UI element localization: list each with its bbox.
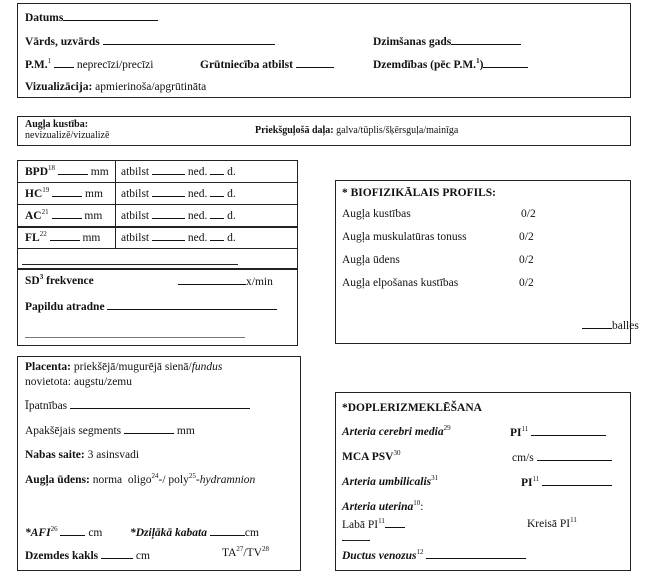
biometry-unit: mm <box>90 166 109 178</box>
extra-finding-label: Papildu atradne <box>25 301 105 313</box>
biometry-row[interactable] <box>25 164 109 179</box>
aut-label: Arteria uterina$^{10}$: <box>342 499 424 513</box>
delivery-field[interactable] <box>373 57 528 72</box>
biophysical-label: Augļa kustības <box>342 208 411 220</box>
movement-options[interactable]: nevizualizē/vizualizē <box>25 130 110 141</box>
biophysical-score[interactable]: 0/2 <box>519 254 534 266</box>
pm-label: P.M. <box>25 59 48 71</box>
name-label: Vārds, uzvārds <box>25 36 100 48</box>
biometry-label: HC <box>25 188 43 200</box>
segment-label: Apakšējais segments <box>25 425 122 437</box>
biophysical-label: Augļa elpošanas kustības <box>342 277 459 289</box>
visualization-label: Vizualizācija: <box>25 81 93 93</box>
days-label: d. <box>227 210 236 222</box>
dv-field[interactable]: Ductus venozus$^{12}$ <box>342 548 526 563</box>
gestational-age-field[interactable] <box>121 164 236 179</box>
biometry-label: FL <box>25 232 40 244</box>
au-pi-field[interactable]: PI$^{11}$ <box>521 475 612 490</box>
pregnancy-label: Grūtniecība atbilst <box>200 59 293 71</box>
days-label: d. <box>227 166 236 178</box>
ta-tv-options[interactable]: TA$^{27}$/TV$^{28}$ <box>222 545 269 559</box>
row-divider <box>17 268 298 270</box>
birth-year-label: Dzimšanas gads <box>373 36 452 48</box>
left-pi-label: Kreisā PI$^{11}$ <box>527 516 577 530</box>
gestational-age-field[interactable] <box>121 230 236 245</box>
match-label: atbilst <box>121 166 150 178</box>
weeks-label: ned. <box>187 232 208 244</box>
pm-sup: 1 <box>47 57 52 65</box>
presenting-label: Priekšguļošā daļa: <box>255 125 334 136</box>
segment-unit: mm <box>176 425 195 437</box>
afi-field[interactable]: *AFI$^{26}$ cm <box>25 525 103 539</box>
weeks-label: ned. <box>187 210 208 222</box>
presenting-part-field[interactable] <box>255 124 458 138</box>
biometry-row[interactable] <box>25 230 100 245</box>
movement-label: Augļa kustība: <box>25 119 89 130</box>
cord-field[interactable]: Nabas saite: 3 asinsvadi <box>25 449 140 461</box>
biophysical-score[interactable]: 0/2 <box>519 231 534 243</box>
features-label: Īpatnības <box>25 400 68 412</box>
mca-field[interactable]: cm/s <box>512 450 612 465</box>
pm-options: neprecīzi/precīzi <box>76 59 154 71</box>
biometry-row[interactable] <box>25 208 102 223</box>
biophysical-score[interactable]: 0/2 <box>521 208 536 220</box>
biophysical-title: * BIOFIZIKĀLAIS PROFILS: <box>342 187 497 199</box>
biometry-unit: mm <box>82 232 101 244</box>
pm-field[interactable] <box>25 57 153 72</box>
sd-field[interactable] <box>178 274 273 289</box>
name-field[interactable] <box>25 34 275 49</box>
biophysical-label: Augļa ūdens <box>342 254 400 266</box>
blank-line[interactable] <box>22 264 238 265</box>
weeks-label: ned. <box>187 166 208 178</box>
delivery-close: ) <box>479 59 484 71</box>
biometry-unit: mm <box>84 210 103 222</box>
au-label: Arteria umbilicalis$^{31}$ <box>342 474 439 488</box>
biometry-label: BPD <box>25 166 48 178</box>
segment-field[interactable] <box>25 423 195 438</box>
total-unit: balles <box>612 320 639 332</box>
placenta-position[interactable]: novietota: augstu/zemu <box>25 376 132 388</box>
row-divider <box>17 182 298 183</box>
delivery-label: Dzemdības (pēc P.M. <box>373 59 477 71</box>
acm-pi-field[interactable]: PI$^{11}$ <box>510 425 606 440</box>
biometry-sup: 18 <box>48 164 55 172</box>
cervix-field[interactable]: Dzemdes kakls cm <box>25 550 150 562</box>
biometry-label: AC <box>25 210 42 222</box>
biophysical-label: Augļa muskulatūras tonuss <box>342 231 467 243</box>
mca-label: MCA PSV$^{30}$ <box>342 449 401 463</box>
delivery-sup: 1 <box>476 57 480 65</box>
biometry-sup: 19 <box>42 186 50 194</box>
row-divider <box>17 204 298 205</box>
match-label: atbilst <box>121 210 150 222</box>
date-label: Datums <box>25 12 64 24</box>
biometry-unit: mm <box>85 188 103 200</box>
gestational-age-field[interactable] <box>121 208 236 223</box>
amniotic-fluid-field[interactable]: Augļa ūdens: norma oligo$^{24}$-/ poly$^{25}$-hydramnion <box>25 472 256 486</box>
deepest-pocket-field[interactable]: *Dziļākā kabata cm <box>130 527 259 539</box>
biometry-sup: 21 <box>41 208 49 216</box>
presenting-options: galva/tūplis/šķērsguļa/mainīga <box>336 125 459 136</box>
biophysical-score[interactable]: 0/2 <box>519 277 534 289</box>
match-label: atbilst <box>121 232 150 244</box>
blank-line[interactable] <box>25 337 245 338</box>
sd-unit: x/min <box>246 276 273 288</box>
row-divider <box>17 248 298 249</box>
extra-finding-field[interactable] <box>25 299 277 314</box>
visualization-field[interactable] <box>25 80 206 94</box>
days-label: d. <box>227 188 236 200</box>
doppler-title: *DOPLERIZMEKLĒŠANA <box>342 402 482 414</box>
biometry-sup: 22 <box>39 230 47 238</box>
acm-label: Arteria cerebri media$^{29}$ <box>342 424 451 438</box>
gestational-age-field[interactable] <box>121 186 236 201</box>
visualization-options: apmierinoša/apgrūtināta <box>95 81 207 93</box>
pregnancy-field[interactable] <box>200 57 334 72</box>
days-label: d. <box>227 232 236 244</box>
placenta-field[interactable]: Placenta: priekšējā/mugurējā sienā/fundus <box>25 361 223 373</box>
match-label: atbilst <box>121 188 150 200</box>
total-score-field[interactable] <box>582 318 639 333</box>
row-divider <box>17 226 298 228</box>
weeks-label: ned. <box>187 188 208 200</box>
birth-year-field[interactable] <box>373 34 521 49</box>
date-field[interactable] <box>25 10 158 25</box>
left-pi-blank[interactable] <box>342 540 370 541</box>
right-pi-field[interactable]: Labā PI$^{11}$ <box>342 517 405 532</box>
biometry-row[interactable] <box>25 186 103 201</box>
sd-label: $SD^3$ frekvence <box>25 273 94 287</box>
features-field[interactable] <box>25 398 250 413</box>
